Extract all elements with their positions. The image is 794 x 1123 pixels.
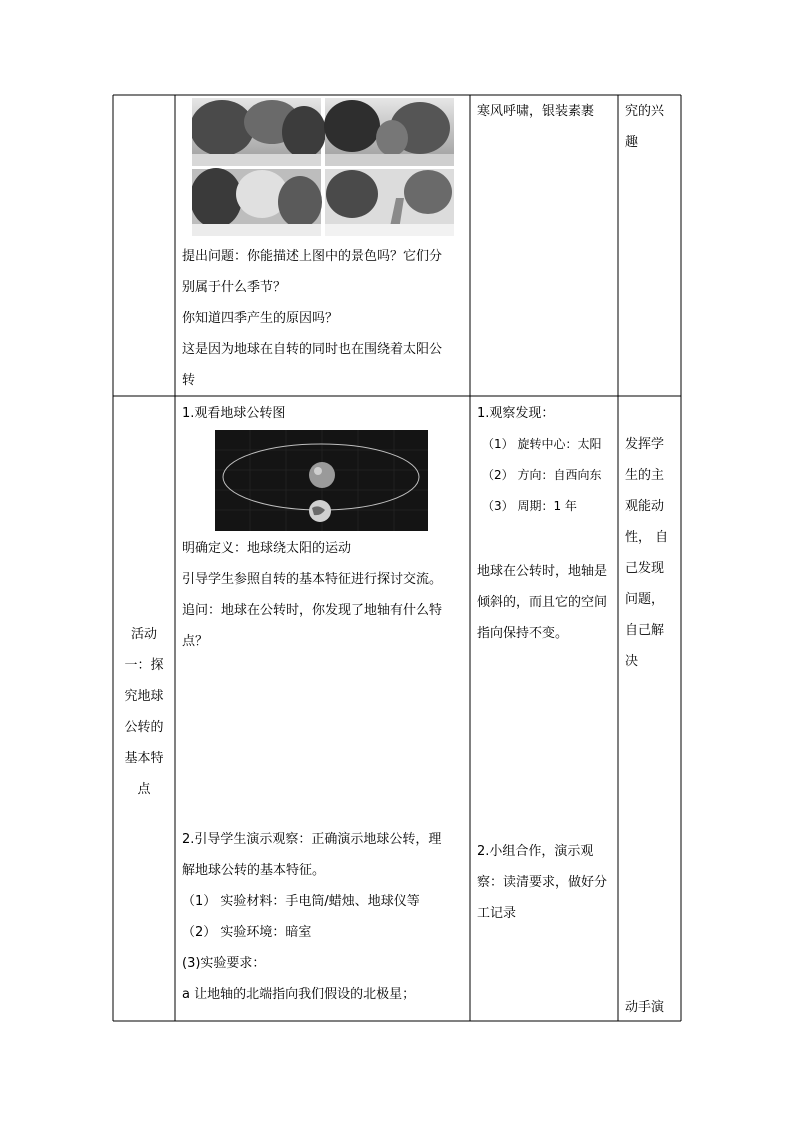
row2-student-mid	[477, 556, 607, 649]
activity-line: 基本特	[124, 751, 164, 766]
content-line: 1.观看地球公转图	[182, 406, 286, 421]
row1-student-line: 寒风呼啸，银装素裹	[477, 104, 595, 119]
purpose-line: 生的主	[625, 468, 665, 483]
content-line: (3)实验要求：	[182, 956, 266, 971]
activity-line: 一：探	[124, 658, 164, 673]
student-line: 工记录	[477, 906, 517, 921]
row2-student-list	[482, 429, 601, 522]
row2-purpose	[625, 429, 668, 677]
row1-content-line: 这是因为地球在自转的同时也在围绕着太阳公	[182, 342, 443, 357]
content-line: 点？	[182, 634, 209, 649]
purpose-line: 自己解	[625, 623, 665, 638]
purpose-line: 决	[625, 654, 639, 669]
row1-content-line: 转	[182, 373, 196, 388]
content-line: a 让地轴的北端指向我们假设的北极星；	[182, 987, 416, 1002]
row1-student	[477, 96, 594, 127]
row1-purpose	[625, 96, 664, 158]
student-line: 倾斜的，而且它的空间	[477, 595, 608, 610]
content-line: （2） 实验环境：暗室	[182, 925, 312, 940]
activity-line: 究地球	[124, 689, 164, 704]
purpose-line: 发挥学	[625, 437, 665, 452]
activity-line: 公转的	[124, 720, 164, 735]
snow-tree-photo-icon	[192, 98, 454, 236]
row1-purpose-line: 究的兴	[625, 104, 665, 119]
activity-line: 点	[137, 782, 151, 797]
student-line: 指向保持不变。	[477, 626, 569, 641]
content-line: 明确定义：地球绕太阳的运动	[182, 541, 352, 556]
earth-orbit-diagram-icon	[215, 430, 428, 531]
student-list-item: （1） 旋转中心：太阳	[482, 437, 602, 451]
student-line: 2.小组合作，演示观	[477, 844, 594, 859]
purpose-line: 观能动	[625, 499, 665, 514]
row2-purpose-bottom	[625, 992, 664, 1023]
student-list-item: （2） 方向：自西向东	[482, 468, 602, 482]
row1-content-line: 别属于什么季节？	[182, 280, 287, 295]
content-line: 追问：地球在公转时，你发现了地轴有什么特	[182, 603, 443, 618]
content-line: （1） 实验材料：手电筒/蜡烛、地球仪等	[182, 894, 420, 909]
row1-content-line: 提出问题：你能描述上图中的景色吗？它们分	[182, 249, 443, 264]
row2-student-bottom	[477, 836, 607, 929]
row1-purpose-line: 趣	[625, 135, 639, 150]
row1-content	[182, 241, 442, 396]
row1-content-line: 你知道四季产生的原因吗？	[182, 311, 339, 326]
student-line: 地球在公转时，地轴是	[477, 564, 608, 579]
row2-student-top	[477, 398, 554, 429]
purpose-line: 动手演	[625, 1000, 665, 1015]
purpose-line: 性， 自	[625, 530, 669, 545]
student-line: 1.观察发现：	[477, 406, 555, 421]
activity-line: 活动	[130, 627, 157, 642]
purpose-line: 己发现	[625, 561, 665, 576]
content-line: 解地球公转的基本特征。	[182, 863, 326, 878]
row2-content-bottom	[182, 824, 441, 1010]
row2-content-top	[182, 398, 285, 429]
row2-activity	[113, 619, 175, 805]
student-list-item: （3） 周期：1 年	[482, 499, 577, 513]
content-line: 引导学生参照自转的基本特征进行探讨交流。	[182, 572, 443, 587]
row2-content-mid	[182, 533, 442, 657]
purpose-line: 问题，	[625, 592, 665, 607]
content-line: 2.引导学生演示观察：正确演示地球公转，理	[182, 832, 442, 847]
student-line: 察：读清要求，做好分	[477, 875, 608, 890]
